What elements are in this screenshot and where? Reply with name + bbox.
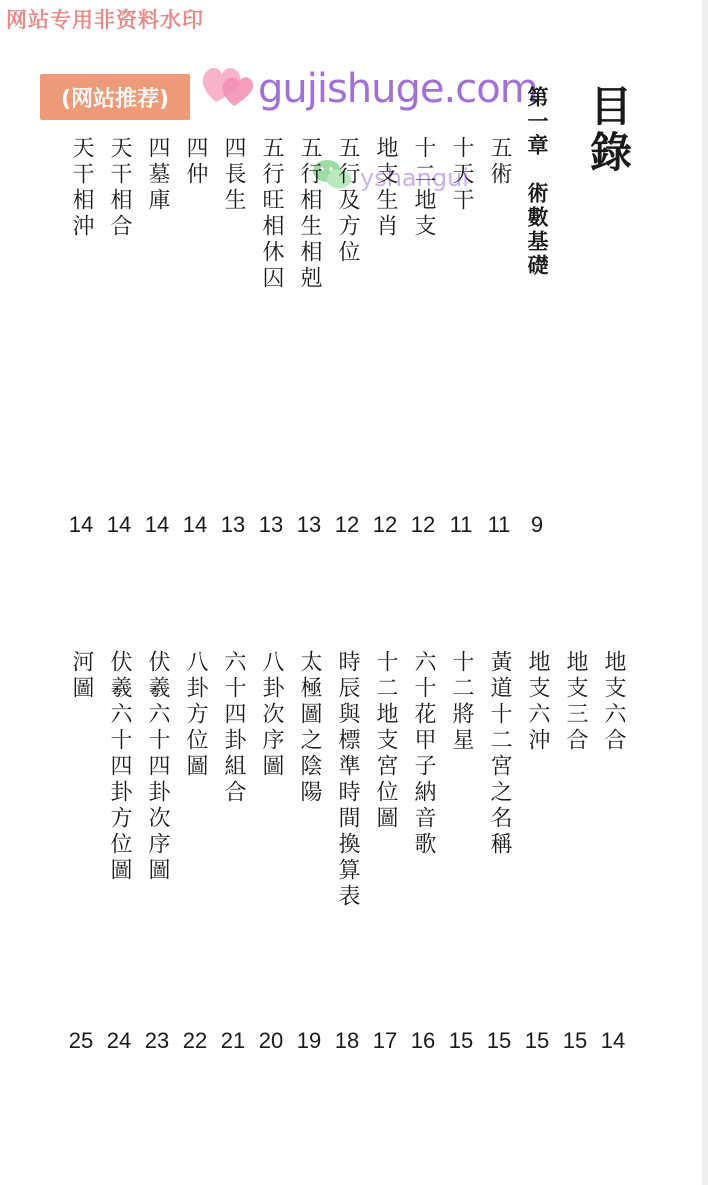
toc-entry: 四長生 (221, 136, 246, 214)
toc-entry: 天干相沖 (69, 136, 94, 240)
toc-entry: 八卦方位圖 (183, 650, 208, 780)
toc-entry: 十二將星 (449, 650, 474, 754)
watermark-site: gujishuge.com (258, 66, 538, 112)
watermark-overlay-text: yshangui (360, 164, 469, 192)
toc-page: 11 (449, 512, 473, 537)
toc-entry: 地支六合 (601, 650, 626, 754)
toc-entry: 五行旺相休囚 (259, 136, 284, 292)
toc-entry: 伏羲六十四卦方位圖 (107, 650, 132, 884)
toc-page: 24 (106, 1028, 132, 1053)
toc-page: 14 (68, 512, 94, 537)
toc-page: 12 (334, 512, 360, 537)
toc-entry: 太極圖之陰陽 (297, 650, 322, 806)
toc-page: 13 (220, 512, 246, 537)
page-edge (702, 0, 708, 1185)
toc-entry: 地支三合 (563, 650, 588, 754)
watermark-badge: (网站推荐) (40, 74, 190, 120)
toc-entry: 四仲 (183, 136, 208, 188)
heart-icon (200, 58, 256, 110)
toc-page: 13 (296, 512, 322, 537)
toc-entry: 地支生肖 (373, 136, 398, 240)
toc-page: 14 (144, 512, 170, 537)
chapter-page: 9 (530, 512, 544, 537)
toc-page: 22 (182, 1028, 208, 1053)
toc-page: 20 (258, 1028, 284, 1053)
toc-page: 14 (106, 512, 132, 537)
toc-page: 14 (182, 512, 208, 537)
toc-entry: 十二地支 (411, 136, 436, 240)
toc-entry: 五行及方位 (335, 136, 360, 266)
toc-page: 15 (448, 1028, 474, 1053)
toc-entry: 十二地支宮位圖 (373, 650, 398, 832)
toc-entry: 河圖 (69, 650, 94, 702)
toc-page: 15 (486, 1028, 512, 1053)
toc-page: 12 (410, 512, 436, 537)
chapter-label: 第一章 (525, 86, 549, 158)
toc-entry: 地支六沖 (525, 650, 550, 754)
toc-entry: 時辰與標準時間換算表 (335, 650, 360, 910)
toc-entry: 天干相合 (107, 136, 132, 240)
toc-entry: 伏羲六十四卦次序圖 (145, 650, 170, 884)
chapter-entry (519, 86, 555, 278)
toc-entry: 八卦次序圖 (259, 650, 284, 780)
toc-entry: 五行相生相剋 (297, 136, 322, 292)
toc-entry: 四墓庫 (145, 136, 170, 214)
toc-page: 11 (487, 512, 511, 537)
toc-page: 21 (220, 1028, 246, 1053)
toc-page: 15 (562, 1028, 588, 1053)
toc-entry: 六十四卦組合 (221, 650, 246, 806)
toc-page: 14 (600, 1028, 626, 1053)
toc-page: 18 (334, 1028, 360, 1053)
toc-page: 17 (372, 1028, 398, 1053)
toc-page: 25 (68, 1028, 94, 1053)
chapter-title: 術數基礎 (525, 182, 549, 278)
toc-entry: 十天干 (449, 136, 474, 214)
toc-entry: 五術 (487, 136, 512, 188)
toc-page: 13 (258, 512, 284, 537)
watermark-top-text: 网站专用非资料水印 (6, 8, 204, 32)
toc-page: 15 (524, 1028, 550, 1053)
toc-entry: 六十花甲子納音歌 (411, 650, 436, 858)
toc-page: 23 (144, 1028, 170, 1053)
toc-page: 12 (372, 512, 398, 537)
toc-page: 16 (410, 1028, 436, 1053)
toc-heading: 目錄 (584, 84, 633, 176)
toc-page: 19 (296, 1028, 322, 1053)
toc-entry: 黃道十二宮之名稱 (487, 650, 512, 858)
